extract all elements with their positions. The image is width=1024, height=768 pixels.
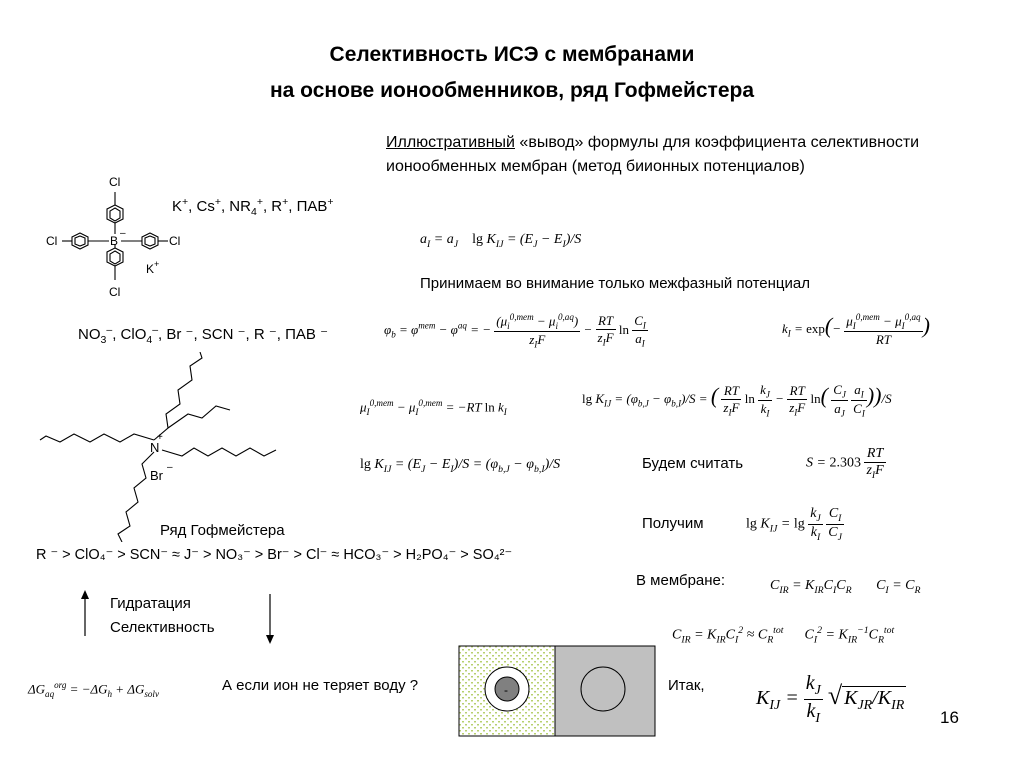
cl-top: Cl (109, 175, 121, 189)
sub-4: 4 (250, 206, 257, 218)
ion-charge: - (504, 683, 508, 697)
cation-pav: , ПАВ (288, 198, 328, 215)
boron-charge: – (120, 228, 126, 239)
question-text: А если ион не теряет воду ? (222, 677, 419, 694)
obtain-text: Получим (642, 515, 704, 532)
intro-line2: ионообменных мембран (метод биионных потенциалов) (386, 158, 805, 175)
sup-plus: + (282, 196, 289, 208)
formula-lgk-long: $\lg K_{IJ} = (\varphi_{b,J} - \varphi_{b,I})/S$ = ( $\frac{RT}{z_IF}$ ln $\frac{k_J}{k_I}$ − $\frac{RT}{z_IF}$ ln( $\frac{C_J}{a_J}$ $\frac{a_I}{C_I}$ ))/S (582, 382, 892, 419)
formula-phi-b: $\varphi_b = \varphi^{mem} - \varphi^{aq}$ = − $\frac{(\mu_i^{0,mem} - \mu_i^{0,aq})}{z_IF}$ − $\frac{RT}{z_IF}$ ln $\frac{C_I}{a_I}$ (384, 312, 646, 350)
sub-4: 4 (146, 334, 153, 346)
quaternary-ammonium-structure (38, 352, 288, 542)
cation-r: , R (262, 198, 283, 215)
hence-text: Итак, (668, 677, 705, 694)
cl-bottom: Cl (109, 285, 121, 299)
k-counterion: K (146, 262, 155, 276)
hofmeister-series: R ⁻ > ClO₄⁻ > SCN⁻ ≈ J⁻ > NO₃⁻ > Br⁻ > Cl⁻ ≈ HCO₃⁻ > H₂PO₄⁻ > SO₄²⁻ (36, 547, 513, 563)
nitrogen-charge: + (157, 432, 163, 443)
nitrogen-atom: N (150, 440, 160, 455)
formula-lgk-result: $\lg K_{IJ} = \lg$ $\frac{k_J}{k_I}$ $\frac{C_I}{C_J}$ (746, 506, 842, 543)
anion-rest: , Br ⁻, SCN ⁻, R ⁻, ПАВ ⁻ (158, 326, 329, 343)
slide-title-line2: на основе ионообменников, ряд Гофмейстера (269, 79, 754, 102)
hydration-label: Гидратация (110, 595, 191, 612)
formula-activity-lgk: $a_I = a_J$ $\lg K_{IJ} = (E_J - E_I)/S$ (420, 232, 582, 250)
slide-title-line1: Селективность ИСЭ с мембранами (329, 43, 695, 66)
sup-minus: – (152, 324, 159, 336)
sup-plus: + (182, 196, 189, 208)
anion-clo4: , ClO (112, 326, 147, 343)
assume-text: Будем считать (642, 455, 744, 472)
cation-list (172, 196, 334, 218)
accept-text: Принимаем во внимание только межфазный потенциал (420, 275, 810, 292)
sup-plus: + (256, 196, 263, 208)
formula-lgk-phi: $\lg K_{IJ} = (E_J - E_I)/S = (\varphi_{b,J} - \varphi_{b,I})/S$ (360, 457, 561, 475)
page-number: 16 (940, 708, 959, 727)
formula-final: $K_{IJ}$ = $\frac{k_J}{k_I}$ √ $K_{JR}/K_{IR}$ (756, 672, 905, 726)
formula-k-i: $k_I = \exp(-$ $\frac{\mu_I^{0,mem} - \mu_I^{0,aq}}{RT}$ ) (782, 312, 930, 347)
bromide: Br (150, 468, 163, 483)
formula-c-ir: $C_{IR} = K_{IR}C_IC_R$ $C_I = C_R$ (770, 578, 921, 596)
ion-in-membrane (581, 667, 625, 711)
sup-plus: + (327, 196, 334, 208)
cation-cs: , Cs (188, 198, 215, 215)
sup-plus: + (214, 196, 221, 208)
intro-underlined: Иллюстративный (386, 134, 515, 151)
membrane-ion-diagram (458, 645, 656, 737)
sup-minus: – (106, 324, 113, 336)
intro-line1 (386, 134, 919, 152)
formula-c-ir-approx: $C_{IR} = K_{IR}C_I^2 \approx C_R^{tot}$ $C_I^2 = K_{IR}^{-1}C_R^{tot}$ (672, 625, 895, 646)
hofmeister-label: Ряд Гофмейстера (160, 522, 285, 539)
boron-atom: B (110, 234, 119, 248)
tetraphenylborate-structure (40, 168, 200, 308)
k-charge: + (154, 259, 160, 269)
cl-left: Cl (46, 234, 58, 248)
in-membrane-text: В мембране: (636, 572, 726, 589)
selectivity-label: Селективность (110, 619, 215, 636)
intro-rest: «вывод» формулы для коэффициента селективности (514, 134, 920, 151)
cl-right: Cl (169, 234, 181, 248)
formula-mu-diff: $\mu_I^{0,mem} - \mu_I^{0,mem} = -RT$ $\ln k_I$ (360, 398, 507, 417)
formula-delta-g: $\Delta G_{aq}^{org} = -\Delta G_h + \Delta G_{solv}$ (28, 680, 159, 699)
sub-3: 3 (100, 334, 107, 346)
bromide-charge: – (167, 462, 173, 473)
anion-no3: NO (78, 326, 101, 343)
formula-s-value: S = 2.303 $\frac{RT}{z_IF}$ (806, 446, 884, 481)
arrow-up-head (81, 590, 89, 599)
cation-k: K (172, 198, 183, 215)
arrow-down-head (266, 635, 274, 644)
anion-list (78, 324, 328, 346)
cation-nr4: , NR (220, 198, 251, 215)
